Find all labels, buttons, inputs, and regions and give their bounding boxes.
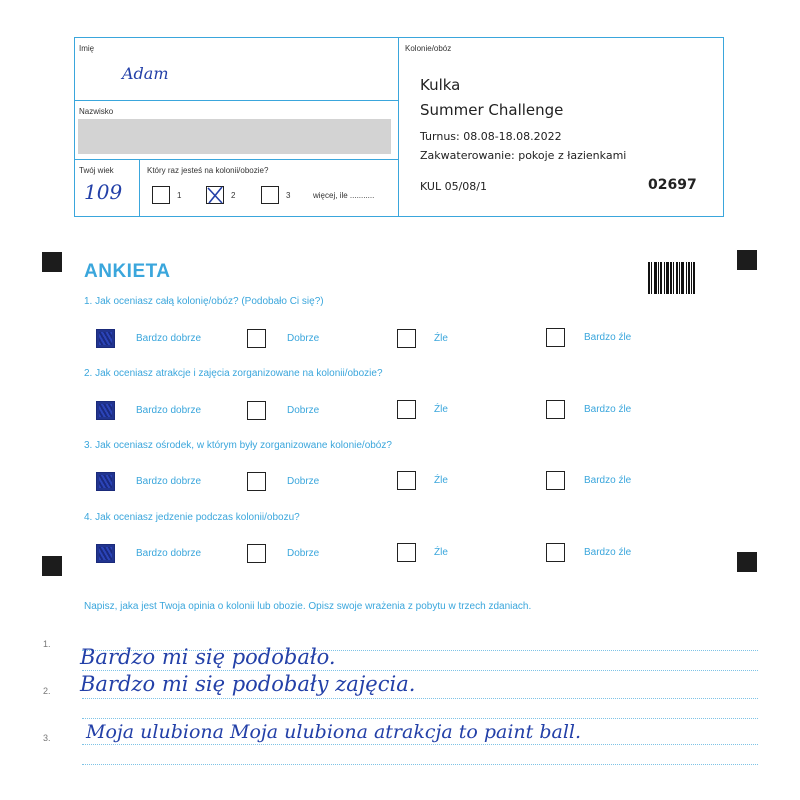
q4-checkbox-dobrze[interactable] <box>247 544 266 563</box>
registration-marker-bottom-right <box>737 552 757 572</box>
registration-marker-top-right <box>737 250 757 270</box>
q3-checkbox-bardzo-zle[interactable] <box>546 471 565 490</box>
surname-redacted-field <box>78 119 391 154</box>
q1-option-bardzo-zle: Bardzo źle <box>584 332 632 343</box>
answer-line-3b[interactable] <box>82 764 758 765</box>
q2-checkbox-dobrze[interactable] <box>247 401 266 420</box>
registration-marker-bottom-left <box>42 556 62 576</box>
line-number-2: 2. <box>43 686 51 696</box>
q4-option-bardzo-zle: Bardzo źle <box>584 547 632 558</box>
visit-more-label: więcej, ile ........... <box>313 191 375 200</box>
question-4: 4. Jak oceniasz jedzenie podczas kolonii/obozu? <box>84 512 300 523</box>
visit-option-2: 2 <box>231 191 236 200</box>
q2-checkbox-zle[interactable] <box>397 400 416 419</box>
q4-checkbox-bardzo-dobrze[interactable] <box>96 544 115 563</box>
name-value: Adam <box>122 64 169 83</box>
visits-label: Który raz jesteś na kolonii/obozie? <box>147 166 269 175</box>
camp-code: KUL 05/08/1 <box>420 180 487 193</box>
visit-checkbox-3[interactable] <box>261 186 279 204</box>
answer-2: Bardzo mi się podobały zajęcia. <box>80 672 416 696</box>
survey-title: ANKIETA <box>84 261 171 282</box>
q1-checkbox-dobrze[interactable] <box>247 329 266 348</box>
q2-option-bardzo-dobrze: Bardzo dobrze <box>136 405 202 416</box>
q3-checkbox-bardzo-dobrze[interactable] <box>96 472 115 491</box>
answer-line-2[interactable] <box>82 698 758 699</box>
age-value: 109 <box>84 180 123 204</box>
line-number-3: 3. <box>43 733 51 743</box>
answer-line-2b[interactable] <box>82 718 758 719</box>
answer-line-1b[interactable] <box>82 670 758 671</box>
turnus: Turnus: 08.08-18.08.2022 <box>420 130 562 143</box>
q1-checkbox-bardzo-dobrze[interactable] <box>96 329 115 348</box>
q4-option-bardzo-dobrze: Bardzo dobrze <box>136 548 202 559</box>
q2-checkbox-bardzo-zle[interactable] <box>546 400 565 419</box>
question-1: 1. Jak oceniasz całą kolonię/obóz? (Podobało Ci się?) <box>84 296 324 307</box>
visit-checkbox-1[interactable] <box>152 186 170 204</box>
q3-option-bardzo-zle: Bardzo źle <box>584 475 632 486</box>
q2-option-bardzo-zle: Bardzo źle <box>584 404 632 415</box>
visit-option-1: 1 <box>177 191 182 200</box>
accommodation: Zakwaterowanie: pokoje z łazienkami <box>420 149 627 162</box>
cross-mark-icon <box>206 186 224 204</box>
q3-checkbox-dobrze[interactable] <box>247 472 266 491</box>
q2-checkbox-bardzo-dobrze[interactable] <box>96 401 115 420</box>
visit-option-3: 3 <box>286 191 291 200</box>
answer-1: Bardzo mi się podobało. <box>80 645 336 669</box>
camp-label: Kolonie/obóz <box>405 44 452 53</box>
camp-name-1: Kulka <box>420 76 461 94</box>
opinion-instruction: Napisz, jaka jest Twoja opinia o kolonii lub obozie. Opisz swoje wrażenia z pobytu w trzech zdaniach. <box>84 601 532 612</box>
q1-checkbox-bardzo-zle[interactable] <box>546 328 565 347</box>
age-label: Twój wiek <box>79 166 114 175</box>
q3-option-bardzo-dobrze: Bardzo dobrze <box>136 476 202 487</box>
q4-option-zle: Źle <box>434 547 448 558</box>
line-number-1: 1. <box>43 639 51 649</box>
question-3: 3. Jak oceniasz ośrodek, w którym były zorganizowane kolonie/obóz? <box>84 440 392 451</box>
answer-3: Moja ulubiona Moja ulubiona atrakcja to paint ball. <box>86 721 582 743</box>
q1-option-dobrze: Dobrze <box>287 333 320 344</box>
question-2: 2. Jak oceniasz atrakcje i zajęcia zorganizowane na kolonii/obozie? <box>84 368 383 379</box>
q4-checkbox-zle[interactable] <box>397 543 416 562</box>
q4-option-dobrze: Dobrze <box>287 548 320 559</box>
registration-marker-top-left <box>42 252 62 272</box>
q2-option-dobrze: Dobrze <box>287 405 320 416</box>
q1-option-bardzo-dobrze: Bardzo dobrze <box>136 333 202 344</box>
q1-checkbox-zle[interactable] <box>397 329 416 348</box>
name-label: Imię <box>79 44 95 53</box>
camp-name-2: Summer Challenge <box>420 101 564 119</box>
q4-checkbox-bardzo-zle[interactable] <box>546 543 565 562</box>
q3-option-zle: Źle <box>434 475 448 486</box>
q3-checkbox-zle[interactable] <box>397 471 416 490</box>
q1-option-zle: Źle <box>434 333 448 344</box>
answer-line-3[interactable] <box>82 744 758 745</box>
q3-option-dobrze: Dobrze <box>287 476 320 487</box>
form-number: 02697 <box>648 177 697 193</box>
q2-option-zle: Źle <box>434 404 448 415</box>
surname-label: Nazwisko <box>79 107 114 116</box>
barcode-icon <box>648 262 700 294</box>
visit-checkbox-2[interactable] <box>206 186 224 204</box>
